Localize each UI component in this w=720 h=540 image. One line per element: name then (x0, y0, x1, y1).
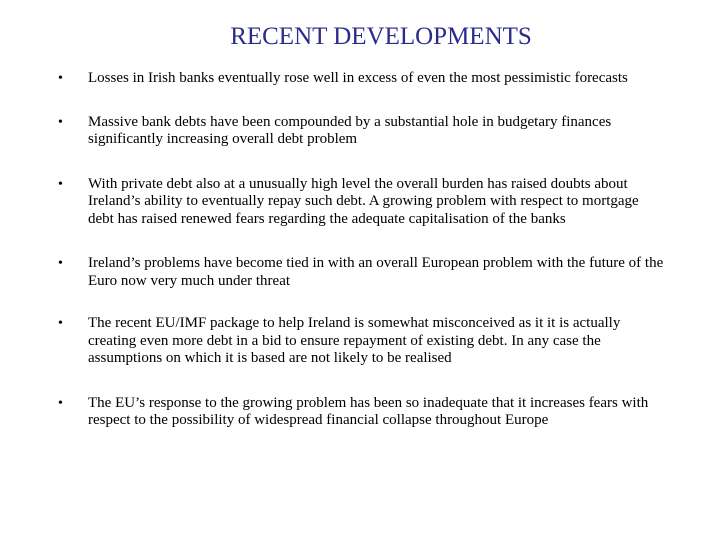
bullet-item (58, 395, 668, 430)
bullet-text: The EU’s response to the growing problem has been so inadequate that it increases fears with respect to the possibility of widespread financial collapse throughout Europe (88, 394, 649, 428)
bullet-item (58, 255, 668, 290)
bullet-icon: • (58, 256, 63, 271)
bullet-text: Massive bank debts have been compounded by a substantial hole in budgetary finances significantly increasing overall debt problem (88, 113, 612, 147)
bullet-icon: • (58, 114, 63, 130)
bullet-icon: • (58, 395, 63, 411)
bullet-text: Losses in Irish banks eventually rose well in excess of even the most pessimistic forecasts (88, 70, 628, 86)
bullet-item (58, 315, 668, 368)
bullet-item (58, 114, 668, 149)
bullet-icon: • (58, 176, 63, 192)
slide-title: RECENT DEVELOPMENTS (230, 23, 532, 50)
bullet-text: The recent EU/IMF package to help Ireland is somewhat misconceived as it it is actually creating even more debt in a bid to ensure repayment of existing debt. In any case the assumptions on which it is based are not likely to be realised (88, 315, 621, 366)
bullet-icon: • (58, 316, 63, 331)
bullet-item (58, 70, 668, 88)
bullet-icon: • (58, 71, 63, 86)
bullet-text: Ireland’s problems have become tied in with an overall European problem with the future of the Euro now very much under threat (88, 255, 664, 289)
bullet-list (58, 70, 668, 430)
bullet-item (58, 176, 668, 229)
bullet-text: With private debt also at a unusually high level the overall burden has raised doubts about Ireland’s ability to eventually repay such debt. A growing problem with respect to mortgage debt has raised renewed fears regarding the adequate capitalisation of the banks (88, 175, 639, 227)
